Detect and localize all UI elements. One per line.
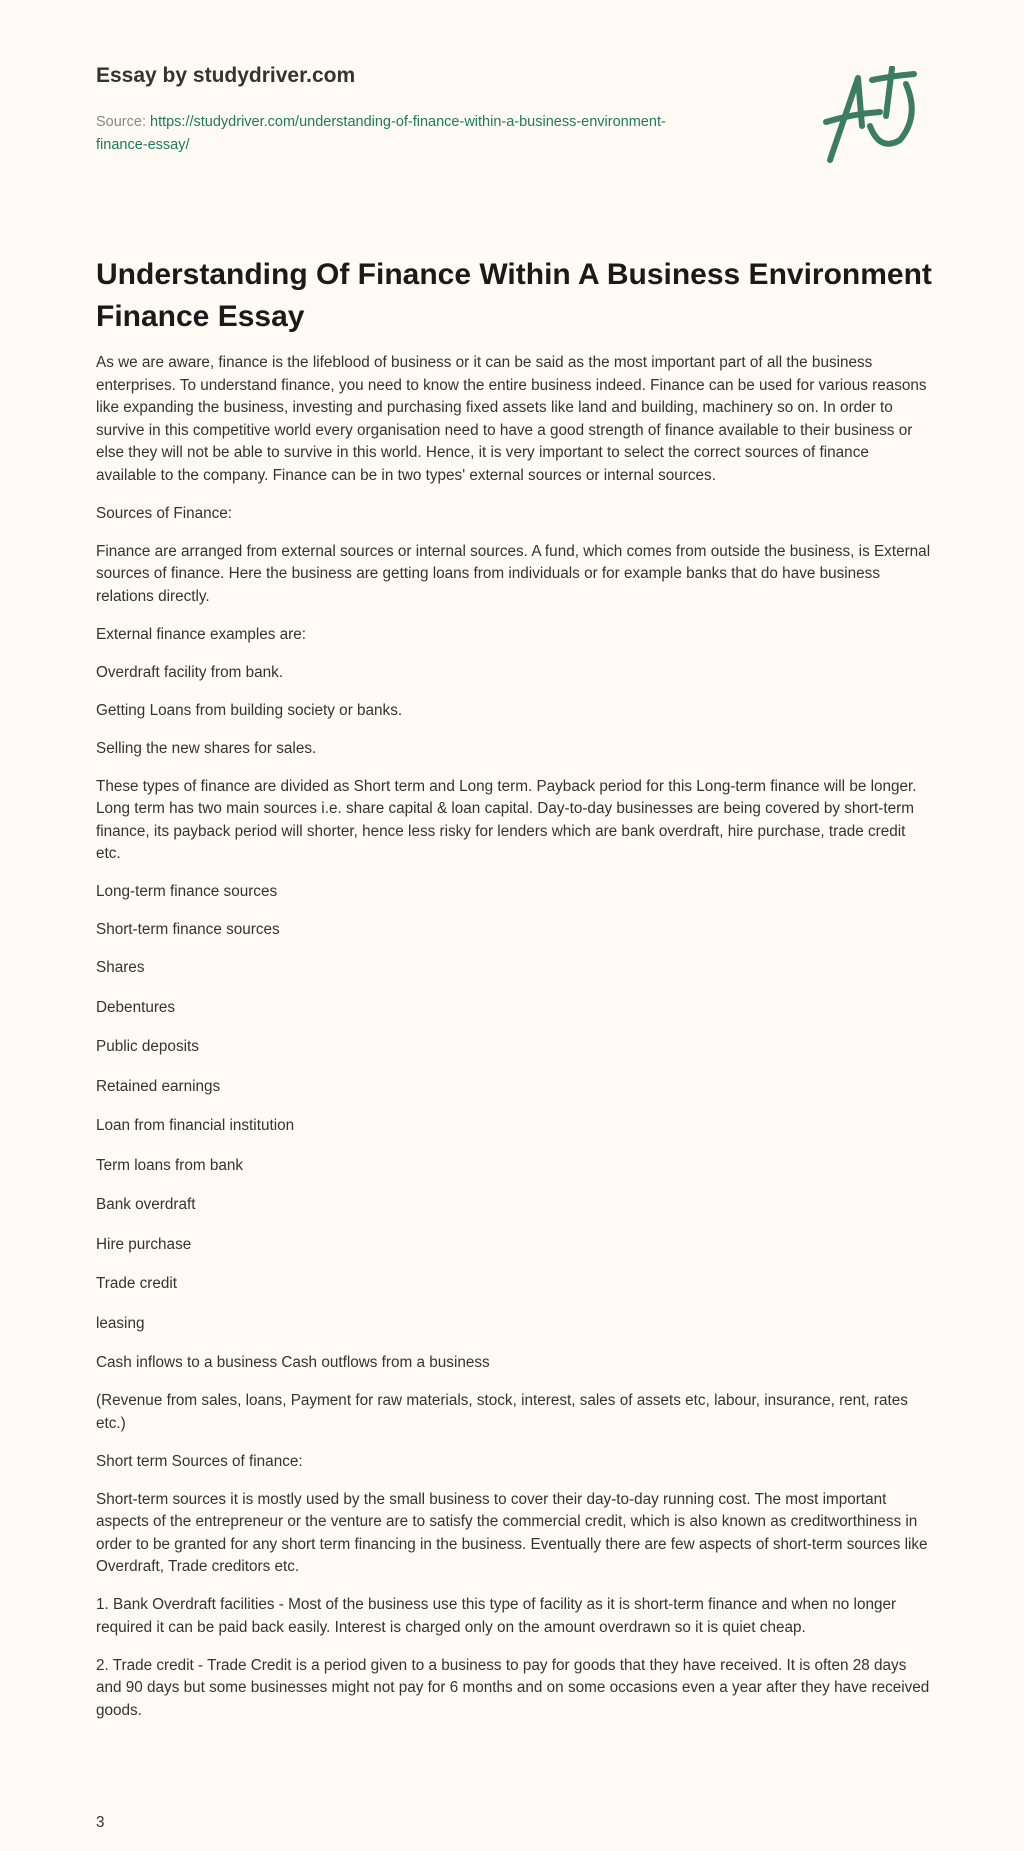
paragraph: Short-term finance sources [96,921,280,938]
source-link[interactable]: https://studydriver.com/understanding-of-finance-within-a-business-environment-finance-essay/ [96,114,666,153]
paragraph: Overdraft facility from bank. [96,663,284,681]
list-item: Trade credit [96,1275,178,1292]
paragraph: Cash inflows to a business Cash outflows from a business [96,1354,490,1371]
page-number: 3 [96,1814,105,1831]
paragraph: Long-term finance sources [96,883,278,900]
paragraph: Short-term sources it is mostly used by the small business to cover their day-to-day running cost. The most important aspects of the entrepreneur or the venture are to satisfy the commercial credit, which is also known as creditworthiness in order to be granted for any short term financing in the business. Eventually there are few aspects of short-term sources like Overdraft, Trade creditors etc. [96,1490,928,1575]
paragraph: 2. Trade credit - Trade Credit is a period given to a business to pay for goods that they have received. It is often 28 days and 90 days but some businesses might not pay for 6 months and on some occasions even a year after they have received goods. [96,1656,930,1719]
a-plus-logo-icon [822,66,932,166]
list-item: Loan from financial institution [96,1117,295,1134]
list-item: Shares [96,959,145,976]
source-line [96,111,696,157]
list-item: Bank overdraft [96,1196,196,1213]
site-heading: Essay by studydriver.com [96,64,356,87]
list-item: Term loans from bank [96,1156,244,1174]
source-label: Source: [96,114,150,130]
essay-title: Understanding Of Finance Within A Business Environment Finance Essay [96,258,932,333]
paragraph: Getting Loans from building society or banks. [96,701,403,719]
paragraph: 1. Bank Overdraft facilities - Most of the business use this type of facility as it is short-term finance and when no longer required it can be paid back easily. Interest is charged only on the amount overdrawn so it is quiet cheap. [96,1596,897,1636]
paragraph: Selling the new shares for sales. [96,739,317,757]
paragraph: Short term Sources of finance: [96,1452,303,1470]
list-item: Debentures [96,998,176,1016]
list-item: Retained earnings [96,1077,221,1095]
paragraph: These types of finance are divided as Short term and Long term. Payback period for this Long-term finance will be longer. Long term has two main sources i.e. share capital & loan capital. Day-to-day businesses are being covered by short-term finance, its payback period will shorter, hence less risky for lenders which are bank overdraft, hire purchase, trade credit etc. [96,777,917,862]
list-item: Public deposits [96,1038,199,1055]
paragraph: Sources of Finance: [96,504,233,522]
list-item: Hire purchase [96,1235,192,1253]
paragraph: External finance examples are: [96,625,307,643]
paragraph: Finance are arranged from external sources or internal sources. A fund, which comes from outside the business, is External sources of finance. Here the business are getting loans from individuals or for example banks that do have business relations directly. [96,542,931,605]
paragraph: As we are aware, finance is the lifeblood of business or it can be said as the most important part of all the business enterprises. To understand finance, you need to know the entire business indeed. Finance can be used for various reasons like expanding the business, investing and purchasing fixed assets like land and building, machinery so on. In order to survive in this competitive world every organisation need to have a good strength of finance available to their business or else they will not be able to survive in this world. Hence, it is very important to select the correct sources of finance available to the company. Finance can be in two types' external sources or internal sources. [96,354,927,484]
essay-body [96,254,932,1738]
list-item: leasing [96,1314,145,1332]
paragraph: (Revenue from sales, loans, Payment for raw materials, stock, interest, sales of assets etc, labour, insurance, rent, rates etc.) [96,1392,908,1432]
